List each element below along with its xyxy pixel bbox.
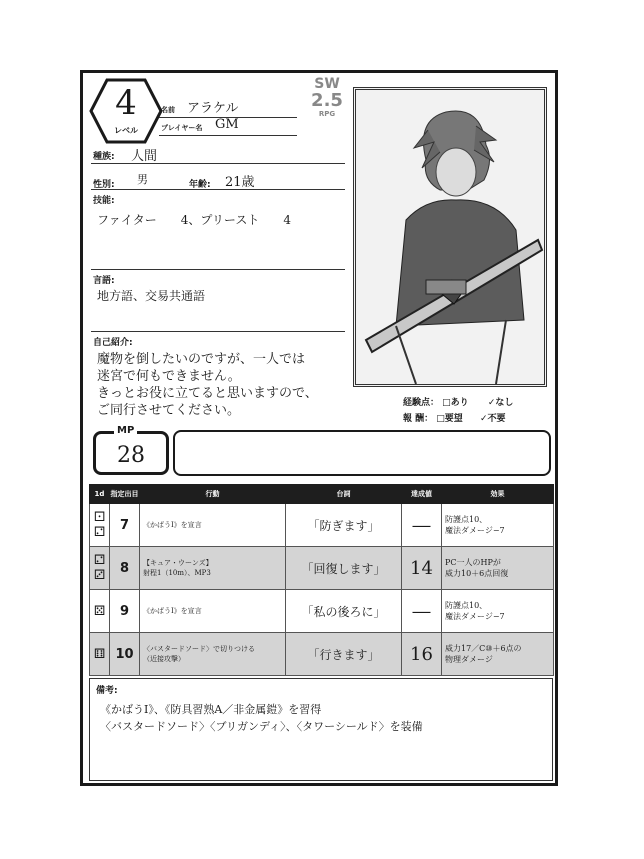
header-effect: 効果	[442, 485, 554, 504]
dice-icon: ⚁ ⚂	[90, 547, 110, 590]
logo-line3: RPG	[318, 110, 336, 118]
intro-line: 迷宮で何もできません。	[97, 369, 241, 384]
level-badge	[89, 77, 163, 145]
line-cell: 「回復します」	[286, 547, 402, 590]
table-row	[90, 590, 554, 633]
line-cell: 「防ぎます」	[286, 504, 402, 547]
age-label: 年齢:	[189, 180, 211, 190]
language-value: 地方語、交易共通語	[97, 289, 206, 303]
notes-line: 〈バスタードソード〉〈ブリガンディ〉、〈タワーシールド〉を装備	[100, 720, 423, 733]
achieve-cell: 16	[402, 633, 442, 676]
sw25-logo	[305, 77, 349, 127]
name-label: 名前	[161, 106, 175, 114]
effect-cell: 威力17／C⑩＋6点の 物理ダメージ	[442, 633, 554, 676]
action-cell: 【キュア・ウーンズ】 射程1（10m）、MP3	[140, 547, 286, 590]
gender-value: 男	[137, 173, 148, 186]
reward-row	[403, 411, 505, 424]
swordsman-illustration	[356, 90, 544, 384]
notes-text	[100, 701, 423, 735]
logo-line2: 2.5	[311, 90, 343, 111]
language-label: 言語:	[93, 276, 115, 286]
header-die: 1d	[90, 485, 110, 504]
exp-label: 経験点：	[403, 398, 440, 408]
dice-icon: ⚅	[90, 633, 110, 676]
character-portrait	[353, 87, 547, 387]
exp-option-no[interactable]: ✓なし	[487, 398, 514, 408]
blank-field-box	[173, 430, 551, 476]
range-cell: 8	[110, 547, 140, 590]
level-label: レベル	[114, 126, 138, 135]
table-row	[90, 547, 554, 590]
age-value: 21歳	[225, 175, 255, 190]
intro-line: きっとお役に立てると思いますので、	[97, 386, 318, 401]
header-action: 行動	[140, 485, 286, 504]
intro-line: ご同行させてください。	[97, 403, 241, 418]
table-row	[90, 633, 554, 676]
exp-row	[403, 395, 513, 408]
effect-cell: PC一人のHPが 威力10＋6点回復	[442, 547, 554, 590]
skills-value: ファイター 4、プリースト 4	[97, 213, 291, 227]
achieve-cell: ―	[402, 590, 442, 633]
notes-label: 備考:	[96, 686, 118, 696]
character-sheet	[80, 70, 558, 786]
header-achieve: 達成値	[402, 485, 442, 504]
intro-label: 自己紹介:	[93, 338, 133, 348]
action-cell: 《かばうⅠ》を宣言	[140, 504, 286, 547]
range-cell: 7	[110, 504, 140, 547]
effect-cell: 防護点10、 魔法ダメージ−7	[442, 590, 554, 633]
intro-line: 魔物を倒したいのですが、一人では	[97, 352, 306, 367]
reward-label: 報 酬：	[403, 414, 434, 424]
gender-label: 性別:	[93, 180, 115, 190]
logo-line1: SW	[314, 76, 340, 92]
intro-text	[97, 351, 318, 419]
race-value: 人間	[131, 149, 158, 164]
table-row	[90, 504, 554, 547]
player-label: プレイヤー名	[161, 124, 203, 132]
achieve-cell: 14	[402, 547, 442, 590]
level-value: 4	[115, 83, 137, 123]
range-cell: 9	[110, 590, 140, 633]
exp-option-yes[interactable]: □あり	[442, 398, 469, 408]
line-cell: 「私の後ろに」	[286, 590, 402, 633]
line-cell: 「行きます」	[286, 633, 402, 676]
dice-icon: ⚀ ⚁	[90, 504, 110, 547]
notes-line: 《かばうⅠ》、《防具習熟A／非金属鎧》を習得	[100, 703, 322, 716]
effect-cell: 防護点10、 魔法ダメージ−7	[442, 504, 554, 547]
dice-icon: ⚄	[90, 590, 110, 633]
mp-label: MP	[114, 425, 137, 436]
reward-option-none[interactable]: ✓不要	[479, 414, 506, 424]
player-value: GM	[215, 117, 239, 132]
mp-value: 28	[117, 443, 145, 468]
header-line: 台詞	[286, 485, 402, 504]
race-label: 種族:	[93, 152, 115, 162]
header-range: 指定出目	[110, 485, 140, 504]
achieve-cell: ―	[402, 504, 442, 547]
range-cell: 10	[110, 633, 140, 676]
mp-box	[93, 425, 169, 475]
skills-label: 技能:	[93, 196, 115, 206]
action-cell: 《かばうⅠ》を宣言	[140, 590, 286, 633]
reward-option-request[interactable]: □要望	[436, 414, 463, 424]
table-header-row	[90, 485, 554, 504]
action-cell: 〈バスタードソード〉で切りつける （近接攻撃）	[140, 633, 286, 676]
action-table	[89, 484, 554, 676]
name-value: アラケル	[187, 101, 239, 116]
notes-box	[89, 678, 553, 781]
